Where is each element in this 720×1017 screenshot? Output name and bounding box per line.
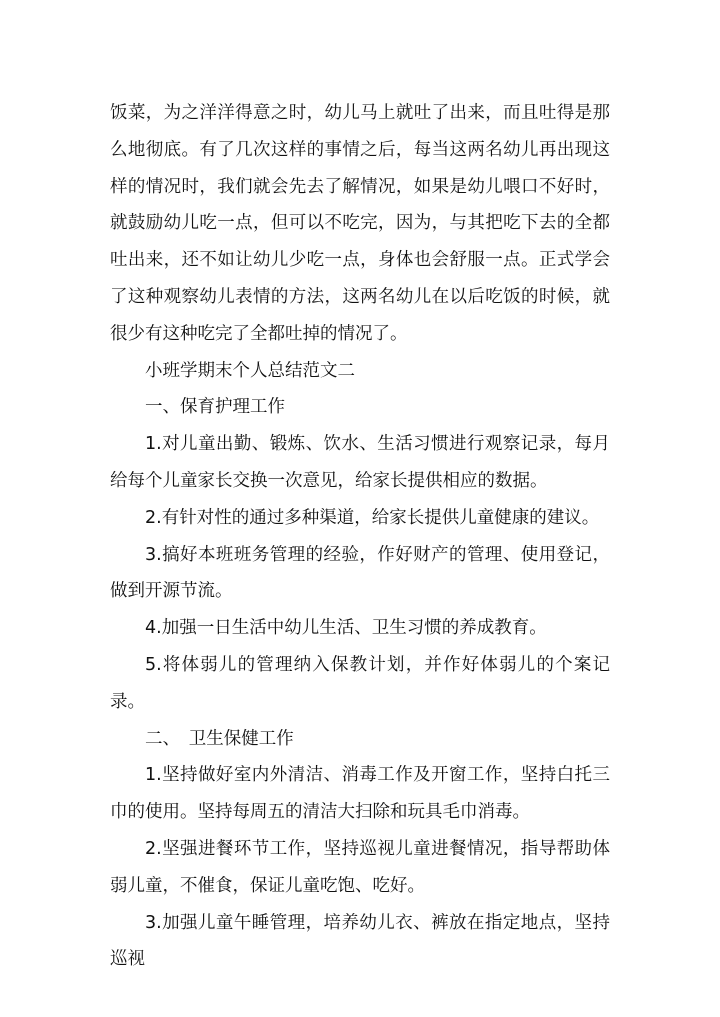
document-body bbox=[110, 95, 610, 978]
list-item-1-4: 4.加强一日生活中幼儿生活、卫生习惯的养成教育。 bbox=[145, 618, 547, 639]
list-item-2-1: 1.坚持做好室内外清洁、消毒工作及开窗工作，坚持白托三巾的使用。坚持每周五的清洁大扫除和玩具毛巾消毒。 bbox=[110, 765, 610, 823]
section-heading-2: 二、 卫生保健工作 bbox=[145, 728, 294, 749]
list-item-1-5: 5.将体弱儿的管理纳入保教计划，并作好体弱儿的个案记录。 bbox=[110, 654, 610, 712]
section-title: 小班学期末个人总结范文二 bbox=[145, 360, 355, 381]
list-item-2-2: 2.坚强进餐环节工作，坚持巡视儿童进餐情况，指导帮助体弱儿童，不催食，保证儿童吃饱、吃好。 bbox=[110, 838, 610, 896]
list-item-1-2: 2.有针对性的通过多种渠道，给家长提供儿童健康的建议。 bbox=[145, 507, 600, 528]
list-item-1-1: 1.对儿童出勤、锻炼、饮水、生活习惯进行观察记录，每月给每个儿童家长交换一次意见，给家长提供相应的数据。 bbox=[110, 434, 610, 491]
list-item-2-3: 3.加强儿童午睡管理，培养幼儿衣、裤放在指定地点，坚持巡视 bbox=[110, 912, 610, 970]
section-heading-1: 一、保育护理工作 bbox=[145, 397, 285, 418]
paragraph-continuation: 饭菜，为之洋洋得意之时，幼儿马上就吐了出来，而且吐得是那么地彻底。有了几次这样的事情之后，每当这两名幼儿再出现这样的情况时，我们就会先去了解情况，如果是幼儿喂口不好时，就鼓励幼儿吃一点，但可以不吃完，因为，与其把吃下去的全都吐出来，还不如让幼儿少吃一点，身体也会舒服一点。正式学会了这种观察幼儿表情的方法，这两名幼儿在以后吃饭的时候，就很少有这种吃完了全都吐掉的情况了。 bbox=[110, 103, 610, 344]
list-item-1-3: 3.搞好本班班务管理的经验，作好财产的管理、使用登记，做到开源节流。 bbox=[110, 544, 610, 602]
